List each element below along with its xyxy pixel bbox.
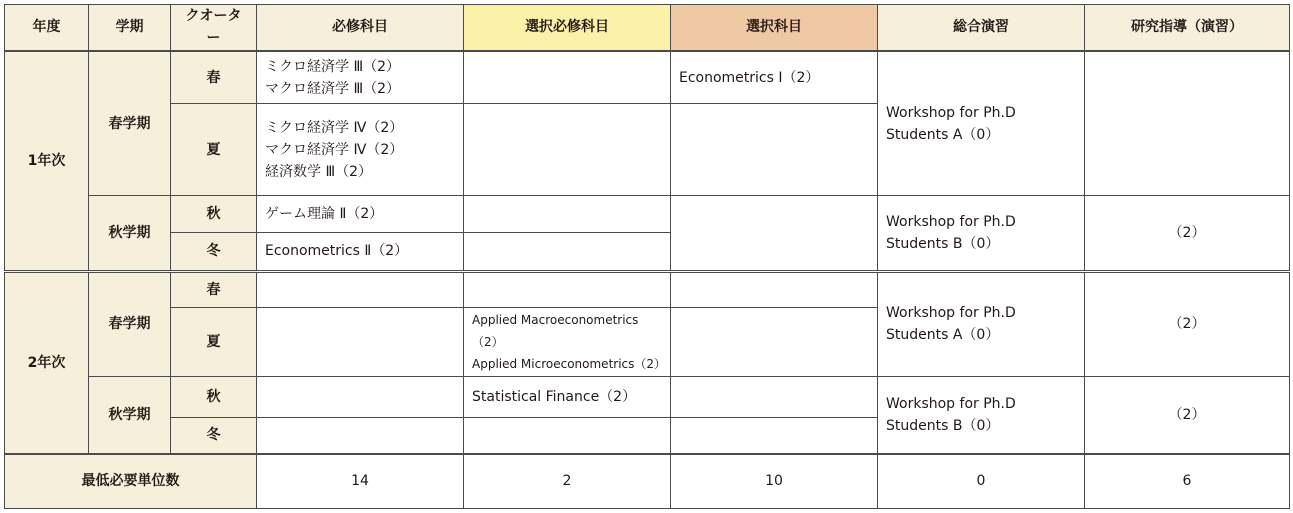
year2-quarter-spring: 春 bbox=[171, 271, 257, 308]
year1-quarter-autumn: 秋 bbox=[171, 196, 257, 233]
year2-workshop-autumn bbox=[878, 376, 1085, 454]
header-year: 年度 bbox=[5, 5, 89, 51]
year2-elective-required-autumn bbox=[464, 376, 671, 417]
year2-elective-summer bbox=[671, 308, 878, 376]
workshop-line: Students B（0） bbox=[886, 236, 1000, 252]
year2-quarter-autumn: 秋 bbox=[171, 376, 257, 417]
table-row bbox=[5, 376, 1290, 417]
totals-row bbox=[5, 454, 1290, 509]
course: 経済数学 Ⅲ（2） bbox=[265, 163, 373, 180]
course: Applied Macroeconometrics（2） bbox=[472, 313, 639, 350]
year2-core-summer bbox=[257, 308, 464, 376]
year2-elective-spring bbox=[671, 271, 878, 308]
course: Econometrics Ⅱ（2） bbox=[265, 243, 409, 260]
year2-label: 2年次 bbox=[5, 271, 89, 454]
year1-label: 1年次 bbox=[5, 51, 89, 271]
totals-label: 最低必要単位数 bbox=[5, 454, 257, 509]
year1-elective-required-spring bbox=[464, 51, 671, 104]
year1-research-spring bbox=[1085, 51, 1290, 196]
totals-research: 6 bbox=[1085, 454, 1290, 509]
year2-spring-term: 春学期 bbox=[89, 271, 171, 376]
totals-workshop: 0 bbox=[878, 454, 1085, 509]
year1-spring-term: 春学期 bbox=[89, 51, 171, 196]
year1-core-autumn bbox=[257, 196, 464, 233]
year2-core-winter bbox=[257, 417, 464, 454]
workshop-line: Students A（0） bbox=[886, 126, 1000, 143]
workshop-line: Workshop for Ph.D bbox=[886, 104, 1016, 121]
year1-workshop-autumn bbox=[878, 196, 1085, 271]
year1-core-summer bbox=[257, 104, 464, 196]
course: マクロ経済学 Ⅲ（2） bbox=[265, 80, 401, 97]
year2-elective-required-spring bbox=[464, 271, 671, 308]
workshop-line: Workshop for Ph.D bbox=[886, 214, 1016, 230]
year2-workshop-spring bbox=[878, 271, 1085, 376]
year1-quarter-winter: 冬 bbox=[171, 232, 257, 271]
course: ミクロ経済学 Ⅳ（2） bbox=[265, 119, 404, 136]
table-row bbox=[5, 271, 1290, 308]
year2-quarter-summer: 夏 bbox=[171, 308, 257, 376]
year1-quarter-summer: 夏 bbox=[171, 104, 257, 196]
header-elective-required: 選択必修科目 bbox=[464, 5, 671, 51]
course: Econometrics Ⅰ（2） bbox=[679, 69, 820, 86]
workshop-line: Workshop for Ph.D bbox=[886, 395, 1016, 412]
year2-elective-required-winter bbox=[464, 417, 671, 454]
header-core: 必修科目 bbox=[257, 5, 464, 51]
course: マクロ経済学 Ⅳ（2） bbox=[265, 141, 404, 158]
year1-elective-required-summer bbox=[464, 104, 671, 196]
year2-elective-required-summer bbox=[464, 308, 671, 376]
year1-elective-required-autumn bbox=[464, 196, 671, 233]
totals-elective: 10 bbox=[671, 454, 878, 509]
year1-quarter-spring: 春 bbox=[171, 51, 257, 104]
workshop-line: Students B（0） bbox=[886, 417, 1000, 434]
course: Statistical Finance（2） bbox=[472, 388, 637, 405]
workshop-line: Students A（0） bbox=[886, 327, 1000, 344]
course: ミクロ経済学 Ⅲ（2） bbox=[265, 58, 401, 75]
year2-research-spring: （2） bbox=[1085, 271, 1290, 376]
header-workshop: 総合演習 bbox=[878, 5, 1085, 51]
year1-elective-autumn bbox=[671, 196, 878, 271]
table-row bbox=[5, 51, 1290, 104]
year2-elective-winter bbox=[671, 417, 878, 454]
workshop-line: Workshop for Ph.D bbox=[886, 305, 1016, 322]
header-research: 研究指導（演習） bbox=[1085, 5, 1290, 51]
year1-core-winter bbox=[257, 232, 464, 271]
year1-core-spring bbox=[257, 51, 464, 104]
course: ゲーム理論 Ⅱ（2） bbox=[265, 206, 384, 223]
header-row bbox=[5, 5, 1290, 51]
year1-research-autumn: （2） bbox=[1085, 196, 1290, 271]
year1-autumn-term: 秋学期 bbox=[89, 196, 171, 271]
year2-autumn-term: 秋学期 bbox=[89, 376, 171, 454]
table-row bbox=[5, 196, 1290, 233]
year2-quarter-winter: 冬 bbox=[171, 417, 257, 454]
totals-core: 14 bbox=[257, 454, 464, 509]
year1-elective-summer bbox=[671, 104, 878, 196]
year2-core-autumn bbox=[257, 376, 464, 417]
year2-research-autumn: （2） bbox=[1085, 376, 1290, 454]
course: Applied Microeconometrics（2） bbox=[472, 357, 667, 372]
totals-elective-required: 2 bbox=[464, 454, 671, 509]
header-elective: 選択科目 bbox=[671, 5, 878, 51]
year2-elective-autumn bbox=[671, 376, 878, 417]
header-term: 学期 bbox=[89, 5, 171, 51]
header-quarter: クオーター bbox=[171, 5, 257, 51]
curriculum-table bbox=[4, 4, 1290, 509]
year1-workshop-spring bbox=[878, 51, 1085, 196]
year1-elective-spring bbox=[671, 51, 878, 104]
year1-elective-required-winter bbox=[464, 232, 671, 271]
year2-core-spring bbox=[257, 271, 464, 308]
